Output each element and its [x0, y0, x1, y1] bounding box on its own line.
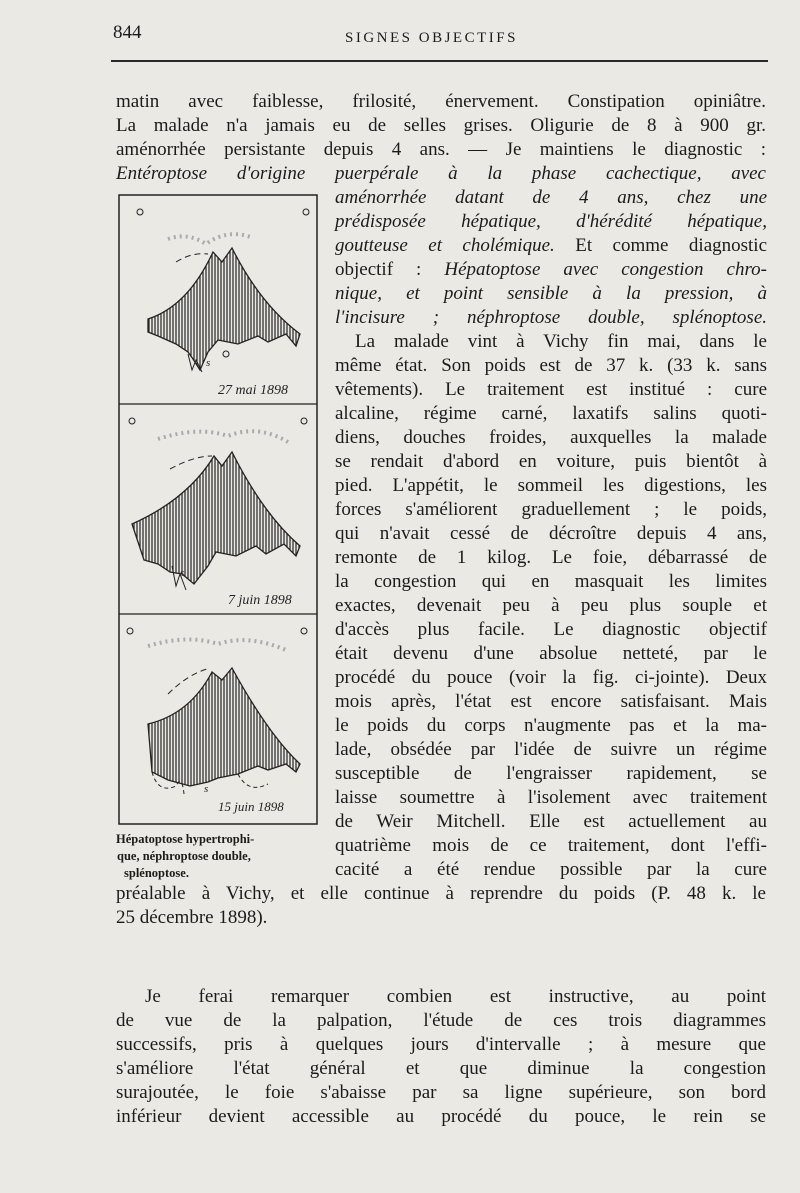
stippled-area — [148, 639, 286, 650]
column-line: aménorrhée datant de 4 ans, chez une — [335, 187, 767, 208]
text-span: Hépatoptose avec congestion chro- — [444, 259, 767, 280]
column-line: vêtements). Le traitement est institué : cure — [335, 379, 767, 400]
column-line: remonte de 1 kilog. Le foie, débarrassé de — [335, 547, 767, 568]
marker-circle — [223, 351, 229, 357]
column-line: mois après, l'état est encore satisfaisant. Mais — [335, 691, 767, 712]
column-line: se rendait d'abord en voiture, puis bientôt à — [335, 451, 767, 472]
column-line: qui n'avait cessé de décroître depuis 4 ans, — [335, 523, 767, 544]
column-line: l'incisure ; néphroptose double, splénoptose. — [335, 307, 767, 328]
caption-line: que, néphroptose double, — [117, 849, 251, 863]
diagram-svg — [118, 194, 318, 825]
diagram-panel-3 — [127, 628, 307, 814]
column-line: diens, douches froides, auxquelles la malade — [335, 427, 767, 448]
column-line: de Weir Mitchell. Elle est actuellement au — [335, 811, 767, 832]
column-line: cacité a été rendue possible par la cure — [335, 859, 767, 880]
column-line: laisse soumettre à l'isolement avec traitement — [335, 787, 767, 808]
column-line: d'accès plus facile. Le diagnostic objectif — [335, 619, 767, 640]
marker-circle — [129, 418, 135, 424]
marker-circle — [127, 628, 133, 634]
text-span: objectif : — [335, 259, 445, 280]
column-line: quatrième mois de ce traitement, dont l'effi- — [335, 835, 767, 856]
spleen-mark-s: s — [180, 567, 185, 579]
diagram-panel-1 — [137, 209, 309, 398]
text-line: 25 décembre 1898). — [116, 907, 268, 928]
diagram-panel-2 — [129, 418, 307, 608]
spleen-mark-s: s — [204, 783, 209, 795]
text-line: préalable à Vichy, et elle continue à reprendre du poids (P. 48 k. le — [116, 883, 766, 904]
marker-circle — [303, 209, 309, 215]
column-line: exactes, devenait peu à peu plus souple et — [335, 595, 767, 616]
dashed-contour — [176, 254, 208, 262]
column-line — [335, 234, 767, 258]
text-line: La malade n'a jamais eu de selles grises. Oligurie de 8 à 900 gr. — [116, 115, 766, 136]
column-line: pied. L'appétit, le sommeil les digestions, les — [335, 475, 767, 496]
caption-line: Hépatoptose hypertrophi- — [116, 832, 255, 846]
column-line: susceptible de l'engraisser rapidement, se — [335, 763, 767, 784]
caption-line: splénoptose. — [124, 866, 189, 880]
column-line: La malade vint à Vichy fin mai, dans le — [355, 331, 767, 352]
text-line: aménorrhée persistante depuis 4 ans. — Je maintiens le diagnostic : — [116, 139, 766, 160]
text-span: goutteuse et cholémique. — [335, 235, 555, 256]
diagram-date: 15 juin 1898 — [218, 799, 284, 814]
figure-caption — [116, 831, 331, 882]
marker-circle — [137, 209, 143, 215]
liver-hatched-area — [148, 668, 300, 786]
column-line: procédé du pouce (voir la fig. ci-jointe). Deux — [335, 667, 767, 688]
spleen-mark-s: s — [206, 357, 211, 369]
text-line: matin avec faiblesse, frilosité, énervement. Constipation opiniâtre. — [116, 91, 766, 112]
column-line: prédisposée hépatique, d'hérédité hépatique, — [335, 211, 767, 232]
diagram-date: 27 mai 1898 — [218, 383, 288, 398]
marker-circle — [301, 628, 307, 634]
column-line: forces s'améliorent graduellement ; le poids, — [335, 499, 767, 520]
column-line: nique, et point sensible à la pression, à — [335, 283, 767, 304]
paragraph-line: de vue de la palpation, l'étude de ces trois diagrammes — [116, 1010, 766, 1031]
column-line: lade, obsédée par l'idée de suivre un régime — [335, 739, 767, 760]
liver-hatched-area — [132, 452, 300, 584]
column-line: était devenu d'une absolue netteté, par le — [335, 643, 767, 664]
text-line: Entéroptose d'origine puerpérale à la phase cachectique, avec — [116, 163, 766, 184]
paragraph-line: Je ferai remarquer combien est instructive, au point — [145, 986, 766, 1007]
paragraph-line: inférieur devient accessible au procédé du pouce, le rein se — [116, 1106, 766, 1127]
column-line: la congestion qui en masquait les limites — [335, 571, 767, 592]
column-line: même état. Son poids est de 37 k. (33 k. sans — [335, 355, 767, 376]
paragraph-line: successifs, pris à quelques jours d'intervalle ; à mesure que — [116, 1034, 766, 1055]
text-span: Et comme diagnostic — [554, 235, 768, 256]
diagram-date: 7 juin 1898 — [228, 593, 292, 608]
spleen-contour — [238, 774, 268, 787]
column-line: alcaline, régime carné, laxatifs salins quoti- — [335, 403, 767, 424]
stippled-area — [158, 431, 288, 442]
paragraph-line: surajoutée, le foie s'abaisse par sa ligne supérieure, son bord — [116, 1082, 766, 1103]
paragraph-line: s'améliore l'état général et que diminue la congestion — [116, 1058, 766, 1079]
dashed-contour — [170, 456, 212, 469]
header-rule — [111, 60, 768, 62]
stippled-area — [168, 234, 253, 244]
marker-circle — [301, 418, 307, 424]
page-number: 844 — [113, 22, 142, 43]
column-line — [335, 258, 767, 282]
running-title: SIGNES OBJECTIFS — [345, 30, 518, 46]
palpation-figure — [118, 194, 318, 825]
column-line: le poids du corps n'augmente pas et la ma- — [335, 715, 767, 736]
